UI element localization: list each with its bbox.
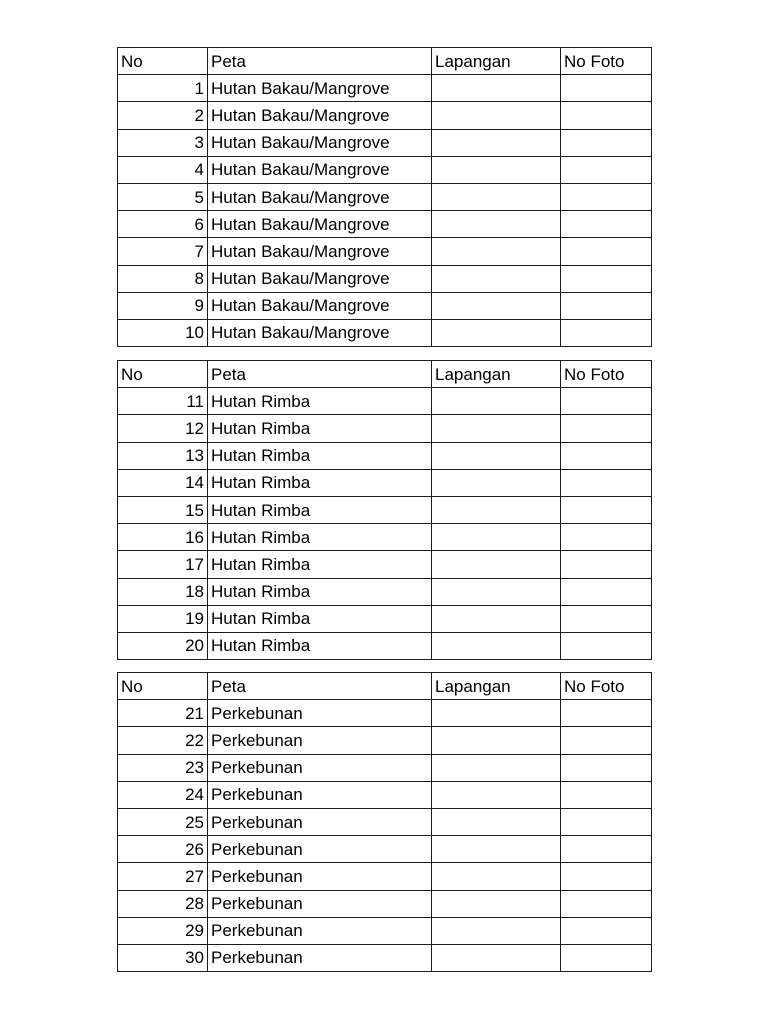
no-cell: 14 [118,469,208,496]
peta-cell: Hutan Bakau/Mangrove [208,156,432,183]
no-cell: 24 [118,781,208,808]
table-row [118,605,652,632]
peta-cell: Hutan Bakau/Mangrove [208,292,432,319]
table-row [118,183,652,210]
table-body [118,48,652,347]
table-row [118,836,652,863]
peta-cell: Perkebunan [208,863,432,890]
peta-cell: Perkebunan [208,890,432,917]
no-foto-cell[interactable] [561,632,652,659]
no-foto-cell[interactable] [561,415,652,442]
table-row [118,469,652,496]
table-row [118,917,652,944]
no-cell: 6 [118,211,208,238]
no-foto-cell[interactable] [561,211,652,238]
lapangan-cell[interactable] [432,415,561,442]
table-row [118,156,652,183]
lapangan-cell[interactable] [432,238,561,265]
no-cell: 23 [118,754,208,781]
no-foto-cell[interactable] [561,917,652,944]
lapangan-cell[interactable] [432,605,561,632]
lapangan-cell[interactable] [432,496,561,523]
lapangan-cell[interactable] [432,183,561,210]
table-row [118,781,652,808]
no-foto-cell[interactable] [561,292,652,319]
no-foto-cell[interactable] [561,496,652,523]
table-row [118,129,652,156]
peta-cell: Hutan Rimba [208,551,432,578]
peta-cell: Hutan Bakau/Mangrove [208,238,432,265]
no-foto-cell[interactable] [561,265,652,292]
header-peta: Peta [208,673,432,700]
lapangan-cell[interactable] [432,890,561,917]
no-cell: 17 [118,551,208,578]
lapangan-cell[interactable] [432,442,561,469]
lapangan-cell[interactable] [432,211,561,238]
no-cell: 19 [118,605,208,632]
lapangan-cell[interactable] [432,700,561,727]
no-cell: 1 [118,75,208,102]
no-foto-cell[interactable] [561,129,652,156]
lapangan-cell[interactable] [432,632,561,659]
table-row [118,496,652,523]
no-cell: 28 [118,890,208,917]
header-peta: Peta [208,361,432,388]
no-cell: 7 [118,238,208,265]
table-row [118,551,652,578]
no-foto-cell[interactable] [561,551,652,578]
table-row [118,292,652,319]
lapangan-cell[interactable] [432,469,561,496]
peta-cell: Perkebunan [208,808,432,835]
no-foto-cell[interactable] [561,578,652,605]
peta-cell: Hutan Rimba [208,578,432,605]
lapangan-cell[interactable] [432,551,561,578]
no-foto-cell[interactable] [561,836,652,863]
table-body [118,361,652,660]
header-no: No [118,48,208,75]
table-row [118,442,652,469]
no-foto-cell[interactable] [561,388,652,415]
peta-cell: Hutan Rimba [208,496,432,523]
no-foto-cell[interactable] [561,890,652,917]
header-peta: Peta [208,48,432,75]
peta-cell: Hutan Rimba [208,442,432,469]
peta-cell: Perkebunan [208,781,432,808]
no-foto-cell[interactable] [561,102,652,129]
no-cell: 2 [118,102,208,129]
no-foto-cell[interactable] [561,524,652,551]
lapangan-cell[interactable] [432,836,561,863]
peta-cell: Hutan Bakau/Mangrove [208,211,432,238]
peta-cell: Hutan Bakau/Mangrove [208,319,432,346]
lapangan-cell[interactable] [432,863,561,890]
peta-cell: Hutan Rimba [208,388,432,415]
peta-cell: Hutan Rimba [208,605,432,632]
lapangan-cell[interactable] [432,156,561,183]
table-row [118,238,652,265]
no-cell: 3 [118,129,208,156]
header-no-foto: No Foto [561,48,652,75]
no-foto-cell[interactable] [561,727,652,754]
peta-cell: Hutan Bakau/Mangrove [208,183,432,210]
header-no: No [118,673,208,700]
peta-cell: Hutan Rimba [208,415,432,442]
no-cell: 30 [118,944,208,971]
no-cell: 21 [118,700,208,727]
table-row [118,632,652,659]
no-cell: 15 [118,496,208,523]
no-foto-cell[interactable] [561,442,652,469]
table-row [118,808,652,835]
table-row [118,727,652,754]
lapangan-cell[interactable] [432,808,561,835]
peta-cell: Hutan Rimba [208,469,432,496]
no-foto-cell[interactable] [561,781,652,808]
no-foto-cell[interactable] [561,469,652,496]
no-cell: 22 [118,727,208,754]
lapangan-cell[interactable] [432,265,561,292]
no-foto-cell[interactable] [561,700,652,727]
no-foto-cell[interactable] [561,319,652,346]
lapangan-cell[interactable] [432,388,561,415]
lapangan-cell[interactable] [432,129,561,156]
header-lapangan: Lapangan [432,361,561,388]
no-foto-cell[interactable] [561,605,652,632]
table-row [118,75,652,102]
no-foto-cell[interactable] [561,863,652,890]
peta-cell: Perkebunan [208,917,432,944]
no-cell: 16 [118,524,208,551]
lapangan-cell[interactable] [432,917,561,944]
no-cell: 11 [118,388,208,415]
no-cell: 26 [118,836,208,863]
table-row [118,863,652,890]
peta-cell: Hutan Bakau/Mangrove [208,75,432,102]
table-row [118,211,652,238]
lapangan-cell[interactable] [432,102,561,129]
table-row [118,319,652,346]
table-row [118,944,652,971]
hutan-bakau-table [117,47,652,347]
peta-cell: Hutan Rimba [208,524,432,551]
table-row [118,700,652,727]
table-row [118,265,652,292]
peta-cell: Perkebunan [208,944,432,971]
table-row [118,415,652,442]
peta-cell: Perkebunan [208,727,432,754]
lapangan-cell[interactable] [432,944,561,971]
no-cell: 29 [118,917,208,944]
peta-cell: Perkebunan [208,754,432,781]
lapangan-cell[interactable] [432,578,561,605]
no-cell: 25 [118,808,208,835]
peta-cell: Hutan Bakau/Mangrove [208,129,432,156]
no-foto-cell[interactable] [561,808,652,835]
header-no: No [118,361,208,388]
no-cell: 20 [118,632,208,659]
no-cell: 5 [118,183,208,210]
lapangan-cell[interactable] [432,75,561,102]
header-no-foto: No Foto [561,361,652,388]
table-row [118,754,652,781]
table-row [118,578,652,605]
hutan-rimba-table [117,360,652,660]
no-cell: 12 [118,415,208,442]
header-row [118,48,652,75]
lapangan-cell[interactable] [432,319,561,346]
header-no-foto: No Foto [561,673,652,700]
no-foto-cell[interactable] [561,754,652,781]
lapangan-cell[interactable] [432,727,561,754]
header-row [118,673,652,700]
no-foto-cell[interactable] [561,156,652,183]
table-row [118,890,652,917]
table-body [118,673,652,972]
lapangan-cell[interactable] [432,754,561,781]
no-cell: 18 [118,578,208,605]
peta-cell: Hutan Bakau/Mangrove [208,102,432,129]
peta-cell: Perkebunan [208,836,432,863]
no-foto-cell[interactable] [561,944,652,971]
no-cell: 10 [118,319,208,346]
table-row [118,388,652,415]
no-cell: 9 [118,292,208,319]
no-foto-cell[interactable] [561,238,652,265]
no-cell: 13 [118,442,208,469]
table-row [118,102,652,129]
peta-cell: Perkebunan [208,700,432,727]
lapangan-cell[interactable] [432,781,561,808]
header-row [118,361,652,388]
header-lapangan: Lapangan [432,48,561,75]
peta-cell: Hutan Bakau/Mangrove [208,265,432,292]
no-cell: 27 [118,863,208,890]
lapangan-cell[interactable] [432,292,561,319]
peta-cell: Hutan Rimba [208,632,432,659]
no-cell: 4 [118,156,208,183]
perkebunan-table [117,672,652,972]
lapangan-cell[interactable] [432,524,561,551]
header-lapangan: Lapangan [432,673,561,700]
table-row [118,524,652,551]
no-foto-cell[interactable] [561,183,652,210]
no-cell: 8 [118,265,208,292]
no-foto-cell[interactable] [561,75,652,102]
